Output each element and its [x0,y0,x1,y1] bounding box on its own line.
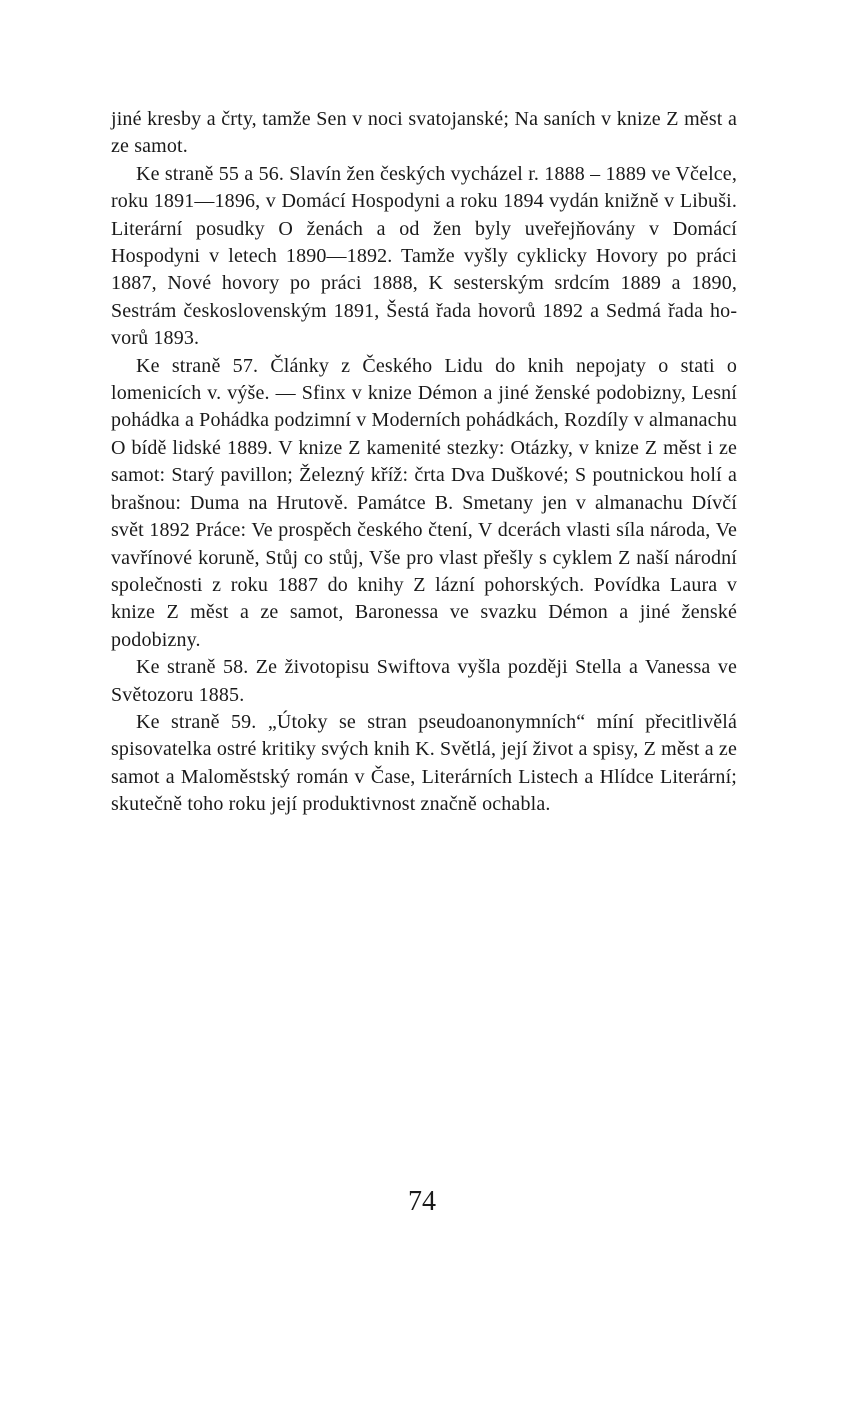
page-number: 74 [408,1186,436,1217]
body-text [111,106,737,819]
paragraph-note-57: Ke straně 57. Články z Českého Lidu do knih nepojaty o stati o lomenicích v. výše. — Sfinx v knize Démon a jiné ženské podobizny, Lesní pohádka a Pohádka podzimní v Moderních pohádkách, Rozdíly v almanachu O bídě lidské 1889. V knize Z kamenité stezky: Otázky, v knize Z měst i ze samot: Starý pavillon; Železný kříž: črta Dva Duškové; S poutnickou holí a brašnou: Duma na Hrutově. Památce B. Smetany jen v almanachu Dívčí svět 1892 Práce: Ve prospěch českého čtení, V dcerách vlasti síla národa, Ve vavřínové koruně, Stůj co stůj, Vše pro vlast přešly s cyklem Z naší národní společnosti z roku 1887 do knihy Z lázní pohorských. Povídka Laura v knize Z měst a ze samot, Baronessa ve svazku Démon a jiné ženské podobizny. [111,354,737,651]
paragraph-note-59: Ke straně 59. „Útoky se stran pseudoanonymních“ míní přecitlivělá spisovatelka ostré kritiky svých knih K. Světlá, její život a spisy, Z měst a ze samot a Maloměstský román v Čase, Literárních Listech a Hlídce Literární; skutečně toho roku její produktivnost značně ochabla. [111,710,737,816]
paragraph-note-55-56: Ke straně 55 a 56. Slavín žen českých vycházel r. 1888 – 1889 ve Včelce, roku 1891—1896, v Domácí Hospodyni a roku 1894 vydán knižně v Libuši. Literární posudky O ženách a od žen byly uveřejňovány v Domácí Hospodyni v letech 1890—1892. Tamže vyšly cyklicky Hovory po práci 1887, Nové hovory po práci 1888, K sesterským srdcím 1889 a 1890, Sestrám československým 1891, Šestá řada hovorů 1892 a Sedmá řada hovorů 1893. [111,162,737,350]
paragraph-note-58: Ke straně 58. Ze životopisu Swiftova vyšla později Stella a Vanessa ve Světozoru 1885. [111,656,737,706]
paragraph-continuation: jiné kresby a črty, tamže Sen v noci svatojanské; Na saních v knize Z měst a ze samot. [111,108,737,158]
